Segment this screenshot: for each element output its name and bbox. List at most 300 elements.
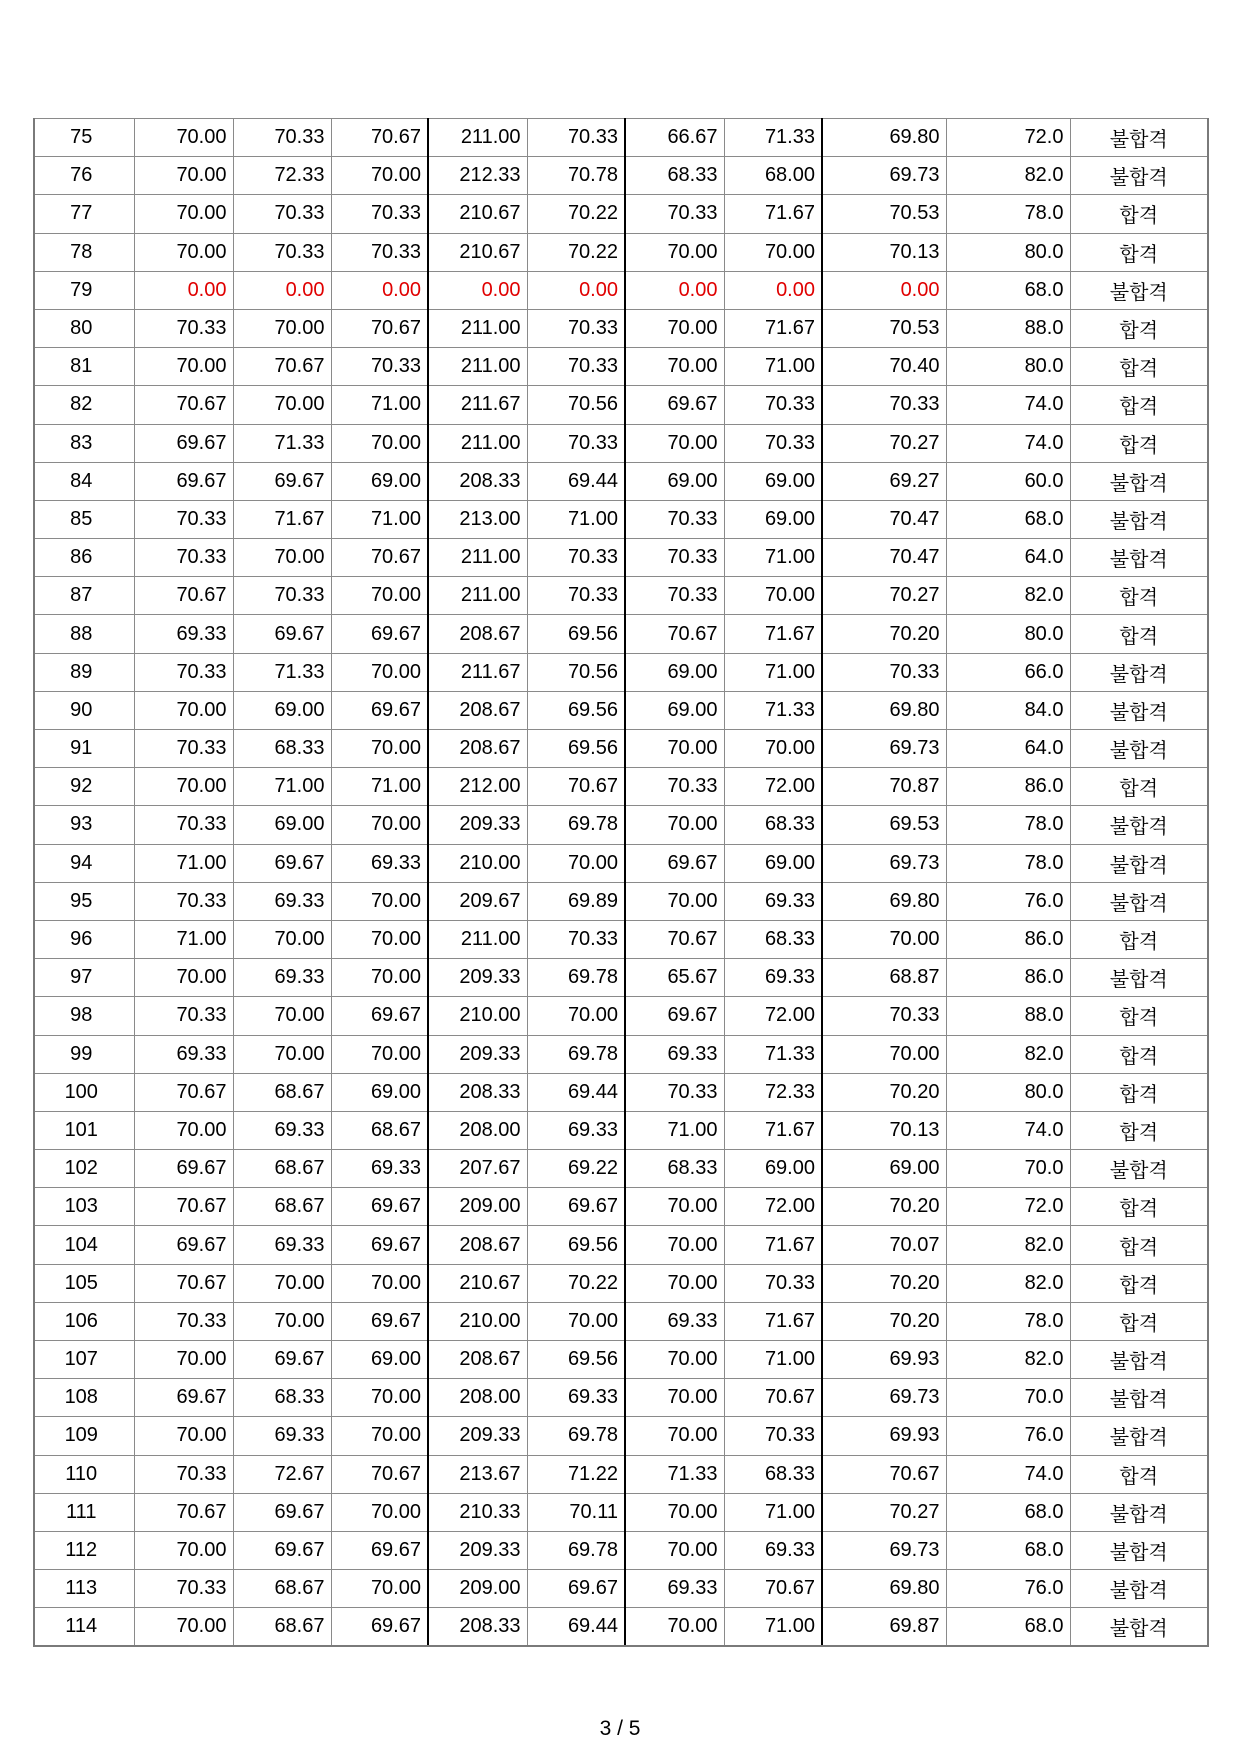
- score-total-cell: 212.33: [428, 157, 527, 195]
- score-average-cell: 69.22: [527, 1150, 625, 1188]
- score-b-cell: 69.00: [724, 844, 822, 882]
- score-total-cell: 208.67: [428, 1226, 527, 1264]
- table-row: [34, 1302, 1208, 1340]
- row-number-cell: 90: [34, 691, 134, 729]
- score-final-cell: 70.67: [822, 1455, 946, 1493]
- result-cell: 합격: [1070, 195, 1208, 233]
- score-average-cell: 0.00: [527, 271, 625, 309]
- exam-score-cell: 82.0: [946, 1226, 1070, 1264]
- score-a-cell: 70.00: [625, 424, 724, 462]
- score-average-cell: 70.00: [527, 1302, 625, 1340]
- score-a-cell: 69.67: [625, 844, 724, 882]
- score-average-cell: 70.33: [527, 424, 625, 462]
- score-2-cell: 68.67: [233, 1073, 331, 1111]
- score-2-cell: 70.33: [233, 577, 331, 615]
- result-cell: 합격: [1070, 1455, 1208, 1493]
- score-a-cell: 69.67: [625, 997, 724, 1035]
- score-b-cell: 69.33: [724, 882, 822, 920]
- exam-score-cell: 66.0: [946, 653, 1070, 691]
- score-1-cell: 70.67: [134, 1073, 233, 1111]
- table-row: [34, 1111, 1208, 1149]
- score-average-cell: 70.33: [527, 577, 625, 615]
- score-total-cell: 211.00: [428, 920, 527, 958]
- table-row: [34, 1264, 1208, 1302]
- score-total-cell: 211.00: [428, 119, 527, 157]
- row-number-cell: 79: [34, 271, 134, 309]
- table-row: [34, 1150, 1208, 1188]
- table-row: [34, 615, 1208, 653]
- score-1-cell: 0.00: [134, 271, 233, 309]
- score-final-cell: 69.80: [822, 882, 946, 920]
- score-1-cell: 69.67: [134, 424, 233, 462]
- score-3-cell: 70.00: [331, 424, 428, 462]
- table-row: [34, 1570, 1208, 1608]
- score-a-cell: 70.33: [625, 195, 724, 233]
- score-3-cell: 69.67: [331, 1226, 428, 1264]
- score-total-cell: 208.67: [428, 615, 527, 653]
- score-b-cell: 72.33: [724, 1073, 822, 1111]
- score-3-cell: 71.00: [331, 500, 428, 538]
- score-1-cell: 70.67: [134, 1188, 233, 1226]
- table-row: [34, 309, 1208, 347]
- score-a-cell: 70.00: [625, 348, 724, 386]
- score-average-cell: 70.22: [527, 1264, 625, 1302]
- result-cell: 합격: [1070, 577, 1208, 615]
- score-2-cell: 69.33: [233, 1111, 331, 1149]
- result-cell: 합격: [1070, 1264, 1208, 1302]
- score-b-cell: 69.33: [724, 959, 822, 997]
- result-cell: 불합격: [1070, 462, 1208, 500]
- exam-score-cell: 80.0: [946, 1073, 1070, 1111]
- score-average-cell: 70.33: [527, 119, 625, 157]
- score-final-cell: 70.20: [822, 1073, 946, 1111]
- score-b-cell: 71.00: [724, 539, 822, 577]
- exam-score-cell: 74.0: [946, 424, 1070, 462]
- score-final-cell: 70.27: [822, 1493, 946, 1531]
- table-row: [34, 1417, 1208, 1455]
- score-final-cell: 69.80: [822, 119, 946, 157]
- score-2-cell: 72.67: [233, 1455, 331, 1493]
- score-1-cell: 70.33: [134, 730, 233, 768]
- score-2-cell: 70.00: [233, 920, 331, 958]
- score-average-cell: 69.78: [527, 1417, 625, 1455]
- score-total-cell: 211.00: [428, 424, 527, 462]
- score-3-cell: 69.67: [331, 1608, 428, 1646]
- exam-score-cell: 72.0: [946, 1188, 1070, 1226]
- score-a-cell: 69.67: [625, 386, 724, 424]
- score-final-cell: 70.33: [822, 997, 946, 1035]
- score-b-cell: 71.00: [724, 1493, 822, 1531]
- score-average-cell: 69.56: [527, 1341, 625, 1379]
- score-a-cell: 70.00: [625, 730, 724, 768]
- exam-score-cell: 82.0: [946, 1341, 1070, 1379]
- exam-score-cell: 80.0: [946, 233, 1070, 271]
- score-total-cell: 208.33: [428, 462, 527, 500]
- table-row: [34, 730, 1208, 768]
- score-total-cell: 208.00: [428, 1111, 527, 1149]
- score-3-cell: 0.00: [331, 271, 428, 309]
- score-average-cell: 69.44: [527, 1608, 625, 1646]
- exam-score-cell: 76.0: [946, 1417, 1070, 1455]
- score-1-cell: 70.00: [134, 157, 233, 195]
- score-average-cell: 70.67: [527, 768, 625, 806]
- score-b-cell: 71.67: [724, 309, 822, 347]
- exam-score-cell: 86.0: [946, 768, 1070, 806]
- table-row: [34, 844, 1208, 882]
- score-2-cell: 70.33: [233, 233, 331, 271]
- score-2-cell: 69.33: [233, 959, 331, 997]
- score-average-cell: 70.56: [527, 653, 625, 691]
- row-number-cell: 102: [34, 1150, 134, 1188]
- score-2-cell: 70.33: [233, 119, 331, 157]
- score-2-cell: 69.67: [233, 1531, 331, 1569]
- result-cell: 합격: [1070, 1188, 1208, 1226]
- score-3-cell: 69.67: [331, 1531, 428, 1569]
- row-number-cell: 107: [34, 1341, 134, 1379]
- score-a-cell: 70.00: [625, 882, 724, 920]
- score-final-cell: 70.20: [822, 1264, 946, 1302]
- score-total-cell: 212.00: [428, 768, 527, 806]
- exam-score-cell: 82.0: [946, 1035, 1070, 1073]
- score-a-cell: 69.00: [625, 691, 724, 729]
- score-b-cell: 70.00: [724, 730, 822, 768]
- score-b-cell: 71.67: [724, 1226, 822, 1264]
- result-cell: 불합격: [1070, 1150, 1208, 1188]
- exam-score-cell: 86.0: [946, 920, 1070, 958]
- table-row: [34, 1455, 1208, 1493]
- score-3-cell: 70.67: [331, 1455, 428, 1493]
- score-average-cell: 69.33: [527, 1111, 625, 1149]
- result-cell: 합격: [1070, 1226, 1208, 1264]
- score-3-cell: 70.00: [331, 1493, 428, 1531]
- table-row: [34, 195, 1208, 233]
- score-a-cell: 68.33: [625, 157, 724, 195]
- exam-score-cell: 60.0: [946, 462, 1070, 500]
- score-a-cell: 70.67: [625, 615, 724, 653]
- score-final-cell: 70.47: [822, 500, 946, 538]
- table-row: [34, 233, 1208, 271]
- score-1-cell: 70.00: [134, 768, 233, 806]
- row-number-cell: 105: [34, 1264, 134, 1302]
- score-2-cell: 70.67: [233, 348, 331, 386]
- score-1-cell: 70.00: [134, 233, 233, 271]
- score-average-cell: 70.33: [527, 348, 625, 386]
- score-a-cell: 70.33: [625, 539, 724, 577]
- score-1-cell: 70.00: [134, 195, 233, 233]
- score-total-cell: 210.67: [428, 1264, 527, 1302]
- score-average-cell: 70.33: [527, 309, 625, 347]
- score-total-cell: 209.33: [428, 959, 527, 997]
- score-final-cell: 70.27: [822, 424, 946, 462]
- score-1-cell: 70.33: [134, 500, 233, 538]
- score-a-cell: 70.00: [625, 233, 724, 271]
- score-average-cell: 70.33: [527, 920, 625, 958]
- result-cell: 불합격: [1070, 500, 1208, 538]
- score-2-cell: 70.00: [233, 386, 331, 424]
- score-2-cell: 72.33: [233, 157, 331, 195]
- score-a-cell: 71.00: [625, 1111, 724, 1149]
- score-b-cell: 71.00: [724, 1608, 822, 1646]
- score-3-cell: 70.67: [331, 119, 428, 157]
- row-number-cell: 100: [34, 1073, 134, 1111]
- score-b-cell: 70.00: [724, 233, 822, 271]
- score-total-cell: 209.00: [428, 1188, 527, 1226]
- score-3-cell: 70.00: [331, 1570, 428, 1608]
- score-final-cell: 69.87: [822, 1608, 946, 1646]
- score-average-cell: 70.22: [527, 233, 625, 271]
- score-2-cell: 69.00: [233, 806, 331, 844]
- score-b-cell: 70.33: [724, 424, 822, 462]
- exam-score-cell: 80.0: [946, 348, 1070, 386]
- row-number-cell: 86: [34, 539, 134, 577]
- score-3-cell: 70.67: [331, 309, 428, 347]
- score-b-cell: 69.33: [724, 1531, 822, 1569]
- score-table-body: [34, 119, 1208, 1647]
- score-final-cell: 70.27: [822, 577, 946, 615]
- score-average-cell: 69.56: [527, 691, 625, 729]
- page-number: 3 / 5: [599, 1717, 641, 1740]
- score-average-cell: 69.78: [527, 1531, 625, 1569]
- score-1-cell: 71.00: [134, 844, 233, 882]
- score-1-cell: 70.33: [134, 882, 233, 920]
- table-row: [34, 386, 1208, 424]
- score-total-cell: 210.00: [428, 997, 527, 1035]
- score-3-cell: 69.67: [331, 1302, 428, 1340]
- score-final-cell: 70.20: [822, 1188, 946, 1226]
- score-total-cell: 209.33: [428, 1035, 527, 1073]
- score-a-cell: 66.67: [625, 119, 724, 157]
- score-final-cell: 69.73: [822, 1379, 946, 1417]
- score-a-cell: 65.67: [625, 959, 724, 997]
- exam-score-cell: 70.0: [946, 1379, 1070, 1417]
- score-2-cell: 70.00: [233, 997, 331, 1035]
- score-average-cell: 70.78: [527, 157, 625, 195]
- score-total-cell: 211.00: [428, 309, 527, 347]
- result-cell: 불합격: [1070, 959, 1208, 997]
- row-number-cell: 75: [34, 119, 134, 157]
- result-cell: 불합격: [1070, 882, 1208, 920]
- score-1-cell: 70.33: [134, 997, 233, 1035]
- row-number-cell: 112: [34, 1531, 134, 1569]
- result-cell: 불합격: [1070, 1417, 1208, 1455]
- row-number-cell: 106: [34, 1302, 134, 1340]
- score-total-cell: 208.67: [428, 1341, 527, 1379]
- exam-score-cell: 64.0: [946, 730, 1070, 768]
- table-row: [34, 691, 1208, 729]
- result-cell: 합격: [1070, 309, 1208, 347]
- score-b-cell: 71.67: [724, 615, 822, 653]
- score-2-cell: 69.67: [233, 844, 331, 882]
- exam-score-cell: 74.0: [946, 1111, 1070, 1149]
- score-3-cell: 71.00: [331, 386, 428, 424]
- score-b-cell: 70.33: [724, 1417, 822, 1455]
- table-row: [34, 768, 1208, 806]
- score-a-cell: 70.33: [625, 500, 724, 538]
- score-b-cell: 72.00: [724, 768, 822, 806]
- score-1-cell: 70.00: [134, 119, 233, 157]
- table-row: [34, 119, 1208, 157]
- score-2-cell: 69.67: [233, 1493, 331, 1531]
- score-b-cell: 70.00: [724, 577, 822, 615]
- score-3-cell: 70.00: [331, 882, 428, 920]
- score-table: [33, 118, 1209, 1647]
- score-average-cell: 69.56: [527, 730, 625, 768]
- exam-score-cell: 78.0: [946, 1302, 1070, 1340]
- score-final-cell: 69.73: [822, 730, 946, 768]
- score-a-cell: 70.33: [625, 577, 724, 615]
- score-2-cell: 71.33: [233, 424, 331, 462]
- result-cell: 합격: [1070, 1035, 1208, 1073]
- result-cell: 합격: [1070, 1302, 1208, 1340]
- score-final-cell: 70.33: [822, 386, 946, 424]
- score-a-cell: 70.00: [625, 1417, 724, 1455]
- score-b-cell: 71.00: [724, 1341, 822, 1379]
- score-b-cell: 71.33: [724, 691, 822, 729]
- score-a-cell: 70.33: [625, 768, 724, 806]
- score-1-cell: 70.00: [134, 1417, 233, 1455]
- score-2-cell: 69.33: [233, 1417, 331, 1455]
- exam-score-cell: 68.0: [946, 1493, 1070, 1531]
- score-a-cell: 69.33: [625, 1570, 724, 1608]
- score-a-cell: 71.33: [625, 1455, 724, 1493]
- result-cell: 불합격: [1070, 806, 1208, 844]
- row-number-cell: 109: [34, 1417, 134, 1455]
- row-number-cell: 89: [34, 653, 134, 691]
- score-a-cell: 70.00: [625, 1264, 724, 1302]
- score-total-cell: 211.00: [428, 539, 527, 577]
- row-number-cell: 94: [34, 844, 134, 882]
- score-3-cell: 70.00: [331, 730, 428, 768]
- table-row: [34, 882, 1208, 920]
- score-2-cell: 70.33: [233, 195, 331, 233]
- exam-score-cell: 86.0: [946, 959, 1070, 997]
- score-a-cell: 70.00: [625, 1608, 724, 1646]
- score-1-cell: 71.00: [134, 920, 233, 958]
- score-final-cell: 68.87: [822, 959, 946, 997]
- row-number-cell: 84: [34, 462, 134, 500]
- table-row: [34, 959, 1208, 997]
- score-3-cell: 69.67: [331, 691, 428, 729]
- score-final-cell: 70.53: [822, 195, 946, 233]
- score-b-cell: 71.33: [724, 1035, 822, 1073]
- row-number-cell: 108: [34, 1379, 134, 1417]
- score-3-cell: 70.33: [331, 348, 428, 386]
- score-final-cell: 0.00: [822, 271, 946, 309]
- row-number-cell: 76: [34, 157, 134, 195]
- score-3-cell: 70.00: [331, 1417, 428, 1455]
- table-row: [34, 1531, 1208, 1569]
- score-total-cell: 210.67: [428, 233, 527, 271]
- result-cell: 합격: [1070, 386, 1208, 424]
- score-average-cell: 69.89: [527, 882, 625, 920]
- result-cell: 불합격: [1070, 844, 1208, 882]
- exam-score-cell: 68.0: [946, 1531, 1070, 1569]
- row-number-cell: 78: [34, 233, 134, 271]
- score-final-cell: 69.73: [822, 1531, 946, 1569]
- score-average-cell: 69.33: [527, 1379, 625, 1417]
- row-number-cell: 113: [34, 1570, 134, 1608]
- table-row: [34, 348, 1208, 386]
- score-a-cell: 69.33: [625, 1035, 724, 1073]
- exam-score-cell: 82.0: [946, 577, 1070, 615]
- score-1-cell: 70.00: [134, 1531, 233, 1569]
- score-final-cell: 69.80: [822, 1570, 946, 1608]
- score-a-cell: 70.00: [625, 309, 724, 347]
- score-a-cell: 69.00: [625, 653, 724, 691]
- result-cell: 합격: [1070, 997, 1208, 1035]
- exam-score-cell: 68.0: [946, 500, 1070, 538]
- score-1-cell: 69.67: [134, 1379, 233, 1417]
- score-1-cell: 70.00: [134, 1341, 233, 1379]
- score-1-cell: 70.67: [134, 386, 233, 424]
- score-3-cell: 69.67: [331, 615, 428, 653]
- score-total-cell: 210.00: [428, 1302, 527, 1340]
- exam-score-cell: 76.0: [946, 882, 1070, 920]
- score-1-cell: 69.67: [134, 462, 233, 500]
- score-average-cell: 69.56: [527, 1226, 625, 1264]
- score-1-cell: 69.67: [134, 1150, 233, 1188]
- score-3-cell: 70.33: [331, 195, 428, 233]
- table-row: [34, 424, 1208, 462]
- row-number-cell: 93: [34, 806, 134, 844]
- score-b-cell: 71.67: [724, 1302, 822, 1340]
- exam-score-cell: 68.0: [946, 1608, 1070, 1646]
- score-b-cell: 71.00: [724, 653, 822, 691]
- row-number-cell: 91: [34, 730, 134, 768]
- score-average-cell: 69.67: [527, 1188, 625, 1226]
- row-number-cell: 92: [34, 768, 134, 806]
- table-row: [34, 806, 1208, 844]
- score-2-cell: 68.67: [233, 1570, 331, 1608]
- score-2-cell: 68.67: [233, 1150, 331, 1188]
- table-row: [34, 1493, 1208, 1531]
- score-total-cell: 209.00: [428, 1570, 527, 1608]
- score-a-cell: 70.00: [625, 1188, 724, 1226]
- score-final-cell: 70.40: [822, 348, 946, 386]
- score-a-cell: 70.33: [625, 1073, 724, 1111]
- score-a-cell: 69.33: [625, 1302, 724, 1340]
- exam-score-cell: 72.0: [946, 119, 1070, 157]
- result-cell: 합격: [1070, 615, 1208, 653]
- score-final-cell: 70.00: [822, 1035, 946, 1073]
- score-b-cell: 71.33: [724, 119, 822, 157]
- exam-score-cell: 76.0: [946, 1570, 1070, 1608]
- score-final-cell: 69.53: [822, 806, 946, 844]
- score-average-cell: 70.00: [527, 844, 625, 882]
- result-cell: 불합격: [1070, 1531, 1208, 1569]
- score-2-cell: 69.00: [233, 691, 331, 729]
- table-row: [34, 920, 1208, 958]
- score-2-cell: 70.00: [233, 1302, 331, 1340]
- score-final-cell: 70.20: [822, 615, 946, 653]
- score-1-cell: 69.33: [134, 615, 233, 653]
- score-2-cell: 71.00: [233, 768, 331, 806]
- score-total-cell: 209.33: [428, 1417, 527, 1455]
- score-3-cell: 70.00: [331, 959, 428, 997]
- row-number-cell: 87: [34, 577, 134, 615]
- row-number-cell: 103: [34, 1188, 134, 1226]
- score-2-cell: 71.33: [233, 653, 331, 691]
- result-cell: 불합격: [1070, 1570, 1208, 1608]
- score-average-cell: 69.44: [527, 1073, 625, 1111]
- result-cell: 불합격: [1070, 1493, 1208, 1531]
- table-row: [34, 157, 1208, 195]
- score-1-cell: 70.00: [134, 348, 233, 386]
- table-row: [34, 1073, 1208, 1111]
- score-a-cell: 70.67: [625, 920, 724, 958]
- row-number-cell: 82: [34, 386, 134, 424]
- score-final-cell: 70.53: [822, 309, 946, 347]
